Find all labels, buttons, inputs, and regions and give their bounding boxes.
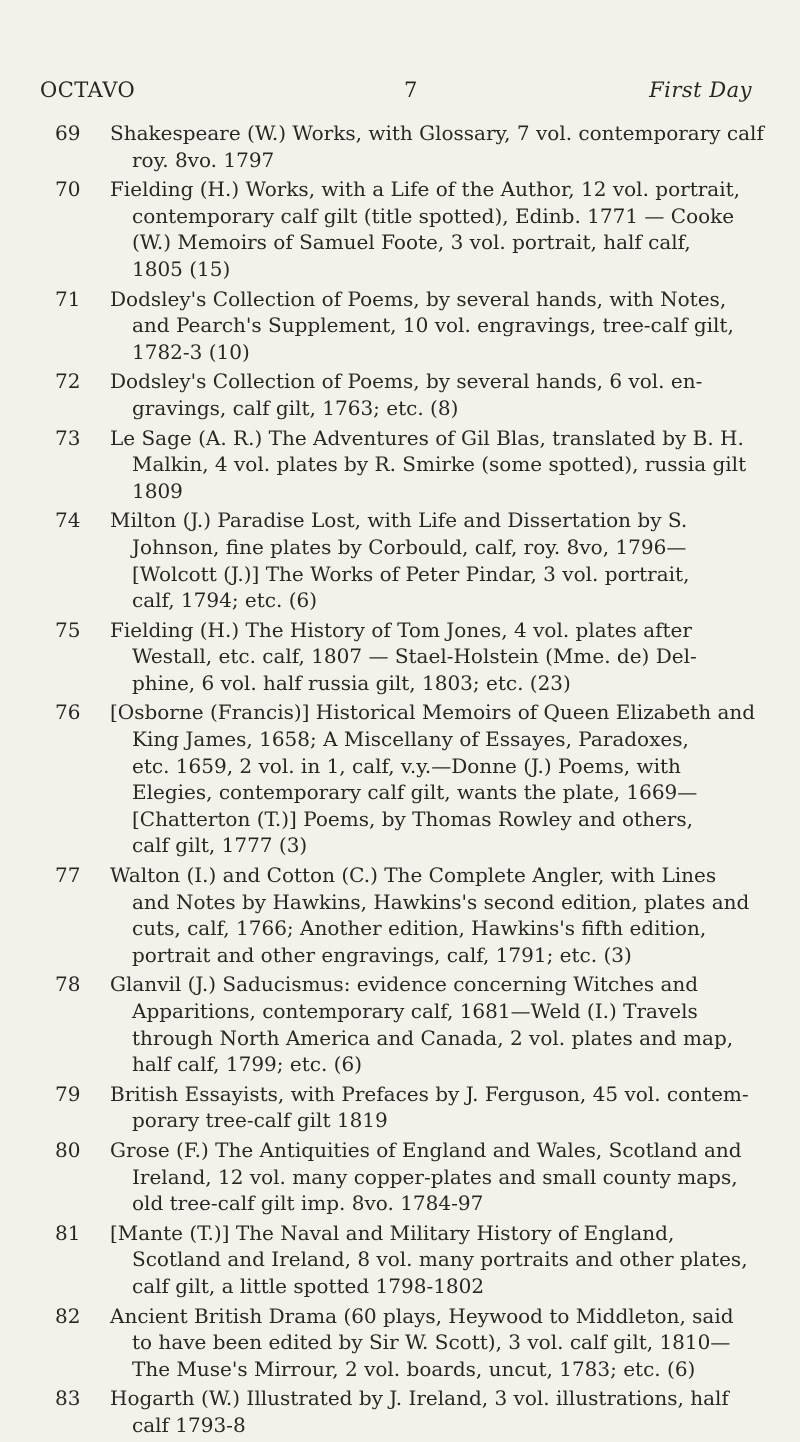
lot-entry [0,699,800,859]
lot-entry [0,617,800,697]
lot-description-line: 1809 [132,478,183,503]
page-number: 7 [404,78,418,102]
lot-description-line: 1805 (15) [132,256,231,281]
lot-description-line: etc. 1659, 2 vol. in 1, calf, v.y.—Donne (J.) Poems, with [132,753,681,778]
lot-description-line: gravings, calf gilt, 1763; etc. (8) [132,395,459,420]
lot-number: 69 [55,121,81,145]
lot-number: 76 [55,700,81,725]
lot-description-line: Glanvil (J.) Saducismus: evidence concerning Witches and [110,972,699,997]
lot-description-line: Le Sage (A. R.) The Adventures of Gil Blas, translated by B. H. [110,425,744,450]
lot-description-line: [Wolcott (J.)] The Works of Peter Pindar, 3 vol. portrait, [132,561,690,586]
lot-number: 79 [55,1081,81,1106]
lot-description-line: Johnson, fine plates by Corbould, calf, roy. 8vo, 1796— [132,534,687,559]
lot-description-line: through North America and Canada, 2 vol. plates and map, [132,1025,734,1050]
lot-description [110,425,764,505]
lot-entry [0,1081,800,1134]
lot-description-line: calf, 1794; etc. (6) [132,588,318,613]
header-format: OCTAVO [40,78,136,102]
lot-description-line: Ancient British Drama (60 plays, Heywood to Middleton, said [110,1303,734,1328]
lot-description [110,971,764,1077]
header-sale-day: First Day [649,78,752,102]
lot-description-line: to have been edited by Sir W. Scott), 3 vol. calf gilt, 1810— [132,1330,731,1355]
lot-description-line: cuts, calf, 1766; Another edition, Hawkins's fifth edition, [132,916,707,941]
lot-description-line: calf gilt, a little spotted 1798-1802 [132,1273,485,1298]
lot-entry [0,1220,800,1300]
lot-description-line: Malkin, 4 vol. plates by R. Smirke (some spotted), russia gilt [132,452,747,477]
lot-entry [0,425,800,505]
lot-description-line: The Muse's Mirrour, 2 vol. boards, uncut, 1783; etc. (6) [132,1356,696,1381]
lot-description-line: Walton (I.) and Cotton (C.) The Complete Angler, with Lines [110,863,717,888]
lot-entry [0,1385,800,1438]
lot-description-line: Fielding (H.) Works, with a Life of the Author, 12 vol. portrait, [110,177,740,202]
lot-description-line: portrait and other engravings, calf, 1791; etc. (3) [132,942,632,967]
lot-description-line: Apparitions, contemporary calf, 1681—Weld (I.) Travels [132,999,698,1023]
lot-description-line: half calf, 1799; etc. (6) [132,1052,362,1077]
lot-description-line: [Mante (T.)] The Naval and Military History of England, [110,1220,675,1245]
lot-description-line: calf 1793-8 [132,1412,246,1437]
lot-description-line: old tree-calf gilt imp. 8vo. 1784-97 [132,1191,484,1216]
lot-entry [0,862,800,968]
lot-description-line: phine, 6 vol. half russia gilt, 1803; etc. (23) [132,670,571,695]
lot-description-line: British Essayists, with Prefaces by J. Ferguson, 45 vol. contem- [110,1081,749,1106]
lot-description-line: Shakespeare (W.) Works, with Glossary, 7 vol. contemporary calf [110,121,764,145]
lot-entry [0,507,800,613]
lot-description-line: Elegies, contemporary calf gilt, wants the plate, 1669— [132,780,698,805]
lot-number: 72 [55,369,81,394]
lot-description-line: Fielding (H.) The History of Tom Jones, 4 vol. plates after [110,617,692,642]
lot-description [110,1220,764,1300]
lot-number: 70 [55,177,81,202]
lot-description [110,617,764,697]
lot-number: 83 [55,1386,81,1411]
lot-description-line: and Pearch's Supplement, 10 vol. engravings, tree-calf gilt, [132,313,734,338]
lot-number: 75 [55,617,81,642]
lot-description [110,176,764,282]
lot-entry [0,176,800,282]
lot-description-line: Grose (F.) The Antiquities of England and Wales, Scotland and [110,1137,742,1162]
lot-entry [0,120,800,173]
lot-description-line: [Chatterton (T.)] Poems, by Thomas Rowley and others, [132,806,693,831]
lot-description-line: and Notes by Hawkins, Hawkins's second edition, plates and [132,889,750,914]
lot-entry [0,286,800,366]
lot-number: 71 [55,286,81,311]
lot-description-line: Dodsley's Collection of Poems, by several hands, 6 vol. en- [110,369,703,394]
lot-description-line: Milton (J.) Paradise Lost, with Life and Dissertation by S. [110,508,688,533]
lot-description-line: porary tree-calf gilt 1819 [132,1108,388,1133]
lot-description [110,507,764,613]
lot-number: 80 [55,1137,81,1162]
lot-number: 78 [55,972,81,997]
lot-description [110,699,764,859]
lot-entry [0,368,800,421]
lot-description-line: calf gilt, 1777 (3) [132,833,308,858]
lot-description-line: (W.) Memoirs of Samuel Foote, 3 vol. portrait, half calf, [132,230,691,255]
lot-description-line: Scotland and Ireland, 8 vol. many portraits and other plates, [132,1247,748,1272]
lot-number: 82 [55,1303,81,1328]
lot-description-line: Westall, etc. calf, 1807 — Stael-Holstein (Mme. de) Del- [132,644,697,669]
lot-description [110,286,764,366]
lot-description-line: contemporary calf gilt (title spotted), Edinb. 1771 — Cooke [132,203,735,228]
lot-description [110,368,764,421]
lot-description [110,120,764,173]
lot-description-line: 1782-3 (10) [132,339,250,364]
lot-description [110,1081,764,1134]
lot-description-line: Hogarth (W.) Illustrated by J. Ireland, 3 vol. illustrations, half [110,1386,729,1411]
lot-description [110,1137,764,1217]
lot-entry [0,1303,800,1383]
lot-number: 77 [55,863,81,888]
lot-description [110,1303,764,1383]
lot-description-line: roy. 8vo. 1797 [132,147,275,172]
lot-number: 73 [55,425,81,450]
page-header [40,78,752,108]
lot-description-line: Dodsley's Collection of Poems, by several hands, with Notes, [110,286,727,311]
lot-description [110,862,764,968]
lot-description-line: King James, 1658; A Miscellany of Essayes, Paradoxes, [132,727,689,752]
lot-entry [0,1137,800,1217]
lot-description [110,1385,764,1438]
lot-list [0,120,800,1442]
lot-number: 81 [55,1220,81,1245]
lot-description-line: Ireland, 12 vol. many copper-plates and small county maps, [132,1164,738,1189]
lot-entry [0,971,800,1077]
lot-number: 74 [55,508,81,533]
lot-description-line: [Osborne (Francis)] Historical Memoirs of Queen Elizabeth and [110,700,756,725]
